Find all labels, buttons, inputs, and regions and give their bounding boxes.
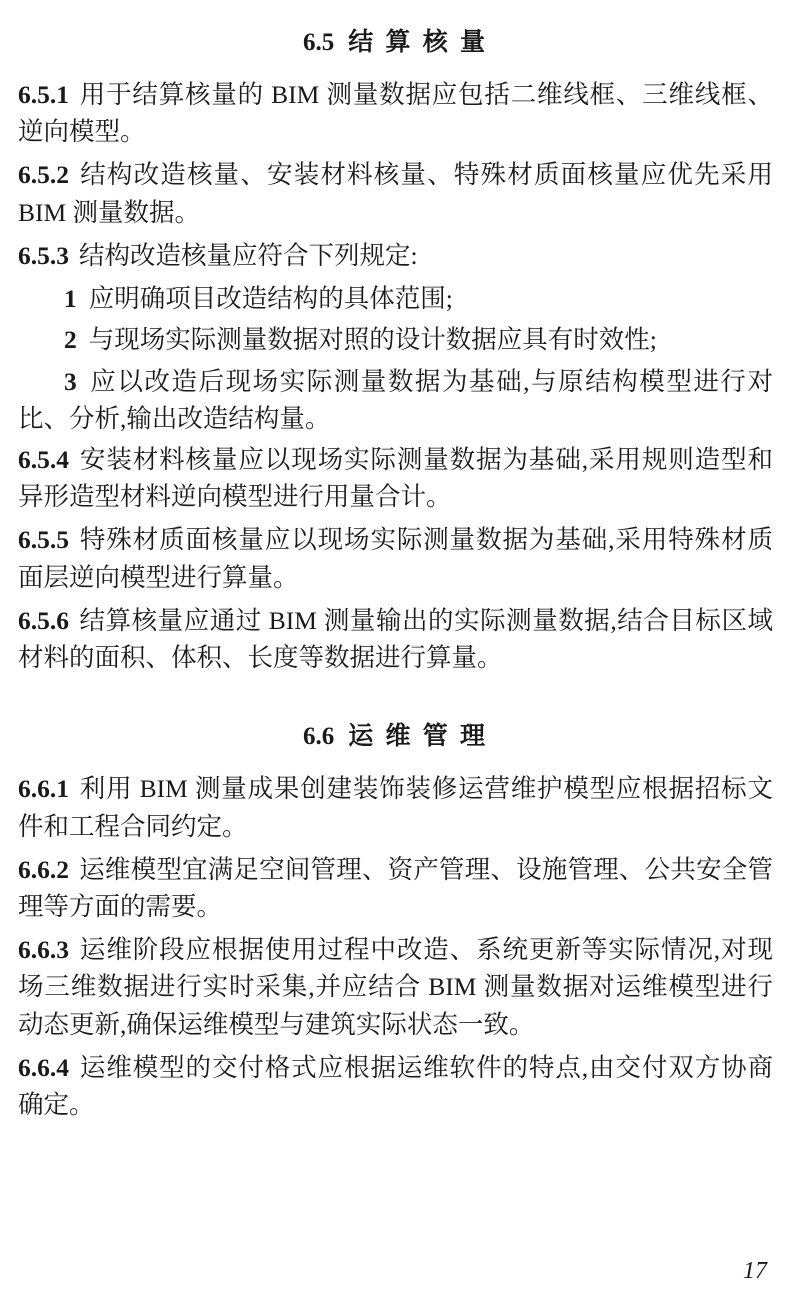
section-title-text: 运 维 管 理 [348,723,488,751]
clause-6-5-1 [18,76,773,150]
subitem-number: 1 [64,284,77,314]
clause-number: 6.5.3 [18,240,69,270]
clause-6-5-2 [18,156,773,230]
clause-6-6-3 [18,931,773,1043]
clause-number: 6.6.4 [18,1052,69,1082]
clause-text: 特殊材质面核量应以现场实际测量数据为基础,采用特殊材质面层逆向模型进行算量。 [18,525,773,592]
clause-text: 结算核量应通过 BIM 测量输出的实际测量数据,结合目标区域材料的面积、体积、长度等数据进行算量。 [18,605,773,673]
clause-text: 运维模型宜满足空间管理、资产管理、设施管理、公共安全管理等方面的需要。 [18,854,773,921]
clause-number: 6.5.6 [18,605,69,635]
clause-text: 安装材料核量应以现场实际测量数据为基础,采用规则造型和异形造型材料逆向模型进行用量合计。 [18,444,773,512]
clause-6-5-4 [18,441,773,515]
clause-6-5-3-item-3 [18,363,773,437]
subitem-text: 应明确项目改造结构的具体范围; [88,284,453,314]
section-heading-6-5 [18,22,773,58]
clause-number: 6.5.1 [18,80,69,109]
clause-text: 结构改造核量、安装材料核量、特殊材质面核量应优先采用 BIM 测量数据。 [18,160,773,227]
clause-6-5-6 [18,602,773,676]
clause-6-6-2 [18,851,773,925]
clause-text: 运维模型的交付格式应根据运维软件的特点,由交付双方协商确定。 [18,1052,773,1120]
clause-number: 6.5.4 [18,444,69,474]
subitem-text: 与现场实际测量数据对照的设计数据应具有时效性; [88,325,657,355]
clause-number: 6.6.3 [18,935,69,965]
clause-6-6-1 [18,770,773,844]
subitem-number: 3 [64,366,77,396]
section-spacer [18,682,773,704]
page-number: 17 [743,1258,767,1284]
clause-6-6-4 [18,1049,773,1123]
section-title-text: 结 算 核 量 [348,29,488,56]
clause-6-5-3-item-2 [18,321,773,358]
subitem-text: 应以改造后现场实际测量数据为基础,与原结构模型进行对比、分析,输出改造结构量。 [18,366,773,433]
clause-text: 结构改造核量应符合下列规定: [79,240,418,270]
section-heading-6-6 [18,716,773,752]
clause-6-5-3-item-1 [18,280,773,317]
clause-number: 6.6.1 [18,774,69,804]
subitem-number: 2 [64,325,77,355]
section-number: 6.6 [302,723,335,751]
section-number: 6.5 [302,29,335,56]
clause-text: 利用 BIM 测量成果创建装饰装修运营维护模型应根据招标文件和工程合同约定。 [18,774,773,841]
clause-text: 用于结算核量的 BIM 测量数据应包括二维线框、三维线框、逆向模型。 [18,80,773,147]
clause-6-5-3 [18,237,773,274]
clause-number: 6.6.2 [18,854,69,884]
clause-text: 运维阶段应根据使用过程中改造、系统更新等实际情况,对现场三维数据进行实时采集,并应结合 BIM 测量数据对运维模型进行动态更新,确保运维模型与建筑实际状态一致。 [18,935,773,1039]
clause-number: 6.5.2 [18,160,69,190]
clause-number: 6.5.5 [18,525,69,555]
clause-6-5-5 [18,521,773,595]
